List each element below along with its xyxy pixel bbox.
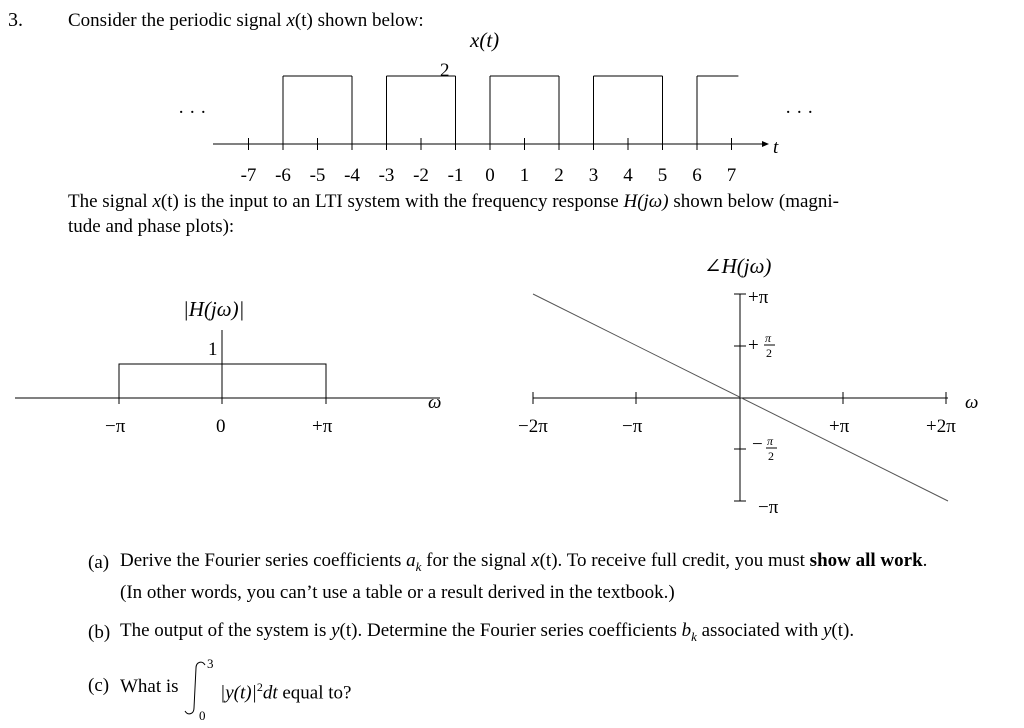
part-c-integrand: [220, 675, 351, 705]
intro-var: x: [286, 10, 295, 31]
mag-tick-left-label: −π: [105, 416, 126, 437]
a-x: x: [531, 550, 540, 571]
phase-xlabel-0: −2π: [518, 416, 548, 437]
signal-tick-label: -3: [378, 165, 395, 186]
c-exp: 2: [256, 680, 263, 694]
phase-axis-label: ω: [965, 392, 979, 413]
phase-ylabel-halfpi-sign: +: [748, 335, 759, 356]
ellipsis-right: · · ·: [785, 102, 814, 123]
phase-ylabel-halfpi-num: π: [765, 331, 772, 345]
b-t2: . Determine the Fourier series coefficients: [357, 620, 682, 641]
a-var: a: [406, 550, 416, 571]
mag-tick-center-label: 0: [216, 416, 226, 437]
phase-xlabel-3: +2π: [926, 416, 956, 437]
part-c-text: What is: [120, 676, 179, 697]
signal-tick-label: 6: [692, 165, 702, 186]
phase-ylabel-neghalfpi-sign: −: [752, 434, 763, 455]
trans-H: H: [623, 191, 638, 212]
a-t2: for the signal: [421, 550, 532, 571]
signal-tick-label: -2: [413, 165, 429, 186]
signal-tick-label: 2: [554, 165, 564, 186]
phase-ylabel-neghalfpi-den: 2: [768, 449, 774, 463]
amplitude-label: 2: [440, 60, 450, 81]
phase-title: ∠H(jω): [704, 254, 772, 278]
t-axis-label: t: [773, 137, 779, 158]
c-dt: dt: [262, 682, 278, 704]
b-sub: k: [691, 628, 697, 644]
trans-var: x: [152, 191, 161, 212]
mag-value-label: 1: [208, 339, 218, 360]
b-t3: associated with: [696, 620, 823, 641]
a-bold1: show: [809, 550, 851, 571]
phase-ylabel-neghalfpi-num: π: [767, 434, 774, 448]
intro-text: Consider the periodic signal: [68, 10, 287, 31]
c-t2: equal to?: [277, 682, 352, 704]
signal-tick-label: -1: [447, 165, 464, 186]
signal-tick-label: -4: [344, 165, 360, 186]
mag-tick-right-label: +π: [312, 416, 333, 437]
trans-after: shown below (magni-: [668, 191, 840, 212]
b-y2: y: [822, 620, 832, 641]
phase-xlabel-2: +π: [829, 416, 850, 437]
a-t4: . (In other words, you can’t use a table or a result derived in the textbook.): [120, 550, 928, 603]
part-b-label: (b): [88, 622, 111, 643]
b-t4: .: [849, 620, 855, 641]
phase-xlabel-1: −π: [622, 416, 643, 437]
mag-axis-label: ω: [428, 392, 442, 413]
integral-sign: [185, 662, 205, 714]
phase-ylabel-halfpi-den: 2: [766, 346, 772, 360]
a-t3: . To receive full credit, you must: [557, 550, 810, 571]
a-bold2: all work: [855, 550, 923, 571]
trans-Harg: (jω): [637, 191, 669, 212]
phase-ylabel-pi: +π: [748, 287, 769, 308]
problem-number: 3.: [8, 9, 23, 31]
signal-tick-label: 0: [485, 165, 495, 186]
part-a-label: (a): [88, 552, 110, 573]
signal-tick-label: -6: [275, 165, 291, 186]
b-t1: The output of the system is: [120, 620, 332, 641]
trans-text: The signal: [68, 191, 153, 212]
signal-tick-label: -7: [240, 165, 257, 186]
signal-title: x(t): [470, 28, 500, 52]
signal-tick-label: 1: [519, 165, 530, 186]
signal-tick-label: 7: [726, 165, 737, 186]
trans-mid: is the input to an LTI system with the frequency response: [178, 191, 624, 212]
c-integrand: |y(t)|: [220, 682, 257, 704]
b-yarg: (t): [339, 620, 358, 641]
part-c-label: (c): [88, 675, 110, 696]
signal-tick-label: 4: [623, 165, 633, 186]
a-sub: k: [415, 558, 422, 574]
phase-ylabel-negpi: −π: [758, 497, 779, 518]
b-yarg2: (t): [831, 620, 850, 641]
signal-tick-label: 3: [588, 165, 599, 186]
b-var: b: [681, 620, 692, 641]
signal-tick-label: -5: [309, 165, 326, 186]
mag-title: |H(jω)|: [183, 297, 245, 321]
signal-tick-label: 5: [657, 165, 668, 186]
trans-arg: (t): [160, 191, 179, 212]
transition-line2: tude and phase plots):: [68, 216, 235, 237]
intro-arg: (t): [294, 10, 313, 31]
a-xarg: (t): [539, 550, 558, 571]
int-upper: 3: [207, 656, 214, 671]
int-lower: 0: [199, 708, 206, 723]
ellipsis-left: · · ·: [178, 102, 207, 123]
b-y: y: [331, 620, 340, 641]
a-t1: Derive the Fourier series coefficients: [120, 550, 407, 571]
intro-after: shown below:: [312, 10, 424, 31]
